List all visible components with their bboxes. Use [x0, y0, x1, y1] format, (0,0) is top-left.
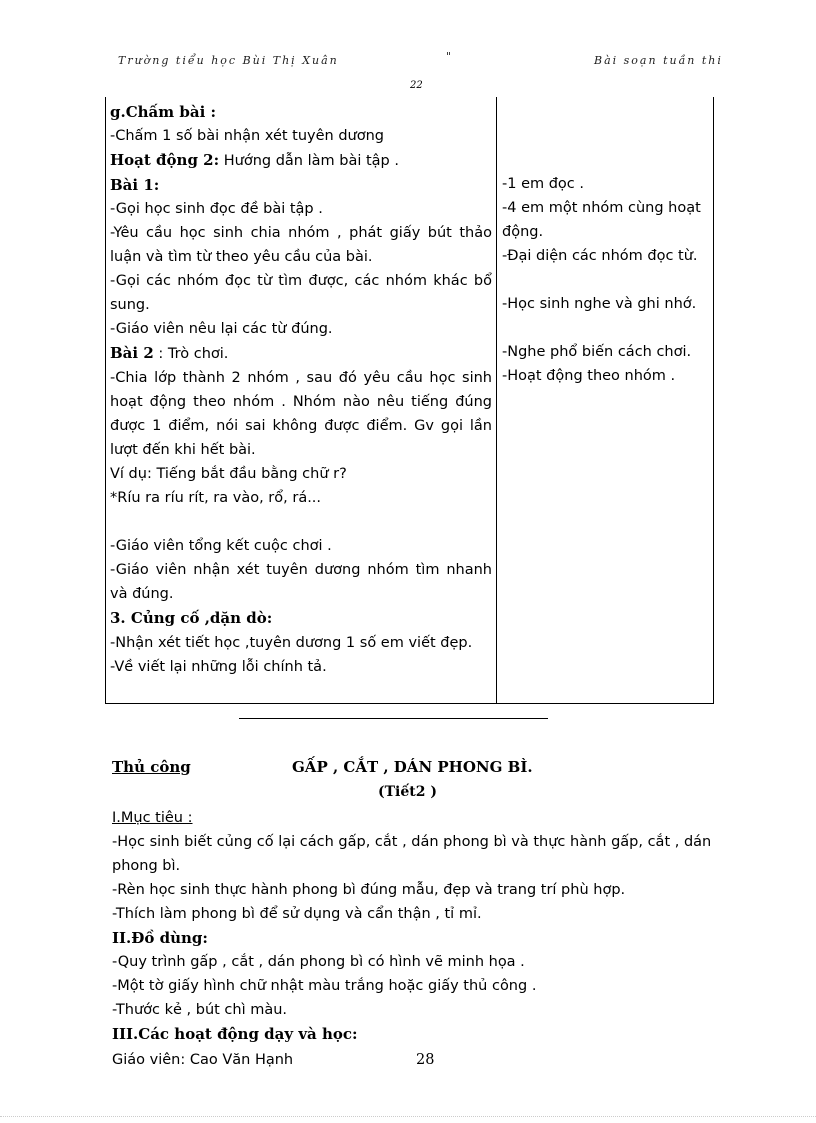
table-right-line: -Nghe phổ biến cách chơi. — [502, 344, 692, 360]
table-left-line: 3. Củng cố ,dặn dò: — [110, 609, 273, 627]
table-left-line: -Gọi các nhóm đọc từ tìm được, các nhóm khác bổ — [110, 273, 492, 289]
table-left-line: lượt đến khi hết bài. — [110, 442, 256, 458]
table-left-line: -Giáo viên nêu lại các từ đúng. — [110, 321, 333, 337]
footer-page-number: 28 — [416, 1052, 435, 1068]
table-left-line: -Chia lớp thành 2 nhóm , sau đó yêu cầu học sinh — [110, 370, 492, 386]
footer-teacher: Giáo viên: Cao Văn Hạnh — [112, 1052, 294, 1068]
lesson-line: III.Các hoạt động dạy và học: — [112, 1025, 358, 1043]
table-left-line: -Giáo viên tổng kết cuộc chơi . — [110, 538, 332, 554]
page-edge — [0, 1116, 816, 1117]
table-right-line: -Đại diện các nhóm đọc từ. — [502, 248, 698, 264]
student-activities-column — [502, 172, 707, 388]
table-left-line: Ví dụ: Tiếng bắt đầu bằng chữ r? — [110, 466, 347, 482]
table-left-line: được 1 điểm, nói sai không được điểm. Gv gọi lần — [110, 418, 492, 434]
lesson-line: -Học sinh biết củng cố lại cách gấp, cắt , dán phong bì và thực hành gấp, cắt , dán — [112, 834, 712, 850]
table-right-line — [502, 316, 707, 340]
lesson-title-row — [112, 758, 724, 782]
table-right-line: -1 em đọc . — [502, 176, 584, 192]
lesson-line: -Quy trình gấp , cắt , dán phong bì có hình vẽ minh họa . — [112, 954, 525, 970]
teacher-activities-column — [110, 100, 492, 679]
header-school: Trường tiểu học Bùi Thị Xuân — [118, 54, 339, 67]
table-left-line: -Gọi học sinh đọc đề bài tập . — [110, 201, 323, 217]
table-left-line: sung. — [110, 297, 150, 313]
table-left-line: *Ríu ra ríu rít, ra vào, rổ, rá... — [110, 490, 322, 506]
table-column-divider — [496, 97, 497, 703]
table-left-line: -Nhận xét tiết học ,tuyên dương 1 số em viết đẹp. — [110, 635, 473, 651]
table-left-line: Hoạt động 2: Hướng dẫn làm bài tập . — [110, 151, 399, 169]
table-left-line — [110, 510, 492, 534]
table-left-line: Bài 1: — [110, 176, 160, 194]
subject-label: Thủ công — [112, 758, 191, 776]
lesson-line: II.Đồ dùng: — [112, 929, 208, 947]
table-left-line: hoạt động theo nhóm . Nhóm nào nêu tiếng đúng — [110, 394, 492, 410]
table-left-line: và đúng. — [110, 586, 174, 602]
table-right-line: động. — [502, 224, 544, 240]
table-right-line: -Hoạt động theo nhóm . — [502, 368, 676, 384]
header-title: Bài soạn tuần thi — [594, 54, 723, 67]
table-left-line: g.Chấm bài : — [110, 103, 217, 121]
lesson-line: -Một tờ giấy hình chữ nhật màu trắng hoặc giấy thủ công . — [112, 978, 537, 994]
lesson-period: (Tiết2 ) — [378, 784, 437, 800]
table-right-line — [502, 268, 707, 292]
lesson-line: -Thích làm phong bì để sử dụng và cẩn thận , tỉ mỉ. — [112, 906, 482, 922]
lesson-body — [112, 806, 724, 1046]
table-left-line: -Về viết lại những lỗi chính tả. — [110, 659, 327, 675]
header-week-number: 22 — [410, 80, 423, 91]
lesson-line: -Rèn học sinh thực hành phong bì đúng mẫu, đẹp và trang trí phù hợp. — [112, 882, 626, 898]
table-left-line: -Giáo viên nhận xét tuyên dương nhóm tìm nhanh — [110, 562, 492, 578]
lesson-line: I.Mục tiêu : — [112, 810, 193, 826]
lesson-title: GẤP , CẮT , DÁN PHONG BÌ. — [292, 758, 533, 776]
lesson-line: phong bì. — [112, 858, 181, 874]
table-right-line: -Học sinh nghe và ghi nhớ. — [502, 296, 697, 312]
table-right-line: -4 em một nhóm cùng hoạt — [502, 200, 701, 216]
table-left-line: -Yêu cầu học sinh chia nhóm , phát giấy bút thảo — [110, 225, 492, 241]
table-left-line: Bài 2 : Trò chơi. — [110, 344, 229, 362]
lesson-line: -Thước kẻ , bút chì màu. — [112, 1002, 288, 1018]
header-mark: " — [446, 50, 454, 63]
table-left-line: -Chấm 1 số bài nhận xét tuyên dương — [110, 128, 385, 144]
section-divider — [239, 718, 548, 719]
table-left-line: luận và tìm từ theo yêu cầu của bài. — [110, 249, 373, 265]
